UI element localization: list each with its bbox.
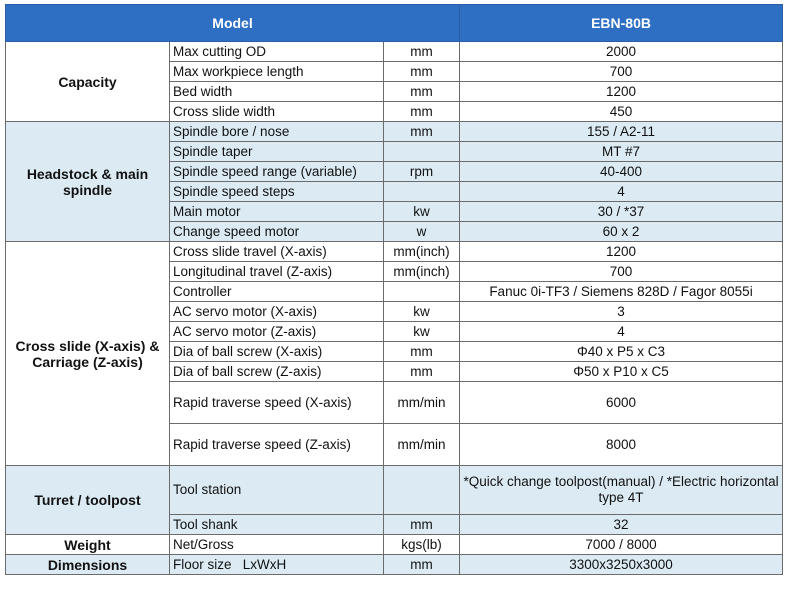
group-label-cross-slide: Cross slide (X-axis) & Carriage (Z-axis) <box>6 242 170 466</box>
spec-value: 4 <box>460 182 783 202</box>
spec-unit <box>384 182 460 202</box>
group-cross-slide <box>6 242 783 466</box>
group-label-turret: Turret / toolpost <box>6 466 170 535</box>
spec-value: Φ50 x P10 x C5 <box>460 362 783 382</box>
spec-item: Net/Gross <box>170 535 384 555</box>
spec-unit: mm <box>384 122 460 142</box>
spec-value: Fanuc 0i-TF3 / Siemens 828D / Fagor 8055i <box>460 282 783 302</box>
spec-item: Spindle bore / nose <box>170 122 384 142</box>
spec-unit <box>384 282 460 302</box>
spec-item: Floor size LxWxH <box>170 555 384 575</box>
spec-unit: mm <box>384 42 460 62</box>
group-headstock <box>6 122 783 242</box>
spec-unit: mm <box>384 362 460 382</box>
group-label-capacity: Capacity <box>6 42 170 122</box>
spec-unit: mm <box>384 102 460 122</box>
spec-value: 30 / *37 <box>460 202 783 222</box>
spec-unit: mm <box>384 62 460 82</box>
spec-unit: mm <box>384 342 460 362</box>
spec-value: *Quick change toolpost(manual) / *Electric horizontal type 4T <box>460 466 783 515</box>
model-header-value: EBN-80B <box>460 5 783 42</box>
spec-value: 1200 <box>460 82 783 102</box>
spec-value: Φ40 x P5 x C3 <box>460 342 783 362</box>
spec-unit: mm/min <box>384 424 460 466</box>
spec-item: Tool station <box>170 466 384 515</box>
spec-unit: w <box>384 222 460 242</box>
spec-value: 700 <box>460 62 783 82</box>
spec-item: Spindle taper <box>170 142 384 162</box>
spec-value: 8000 <box>460 424 783 466</box>
group-dimensions <box>6 555 783 575</box>
spec-item: AC servo motor (X-axis) <box>170 302 384 322</box>
spec-item: Dia of ball screw (Z-axis) <box>170 362 384 382</box>
spec-unit: mm(inch) <box>384 242 460 262</box>
spec-value: 7000 / 8000 <box>460 535 783 555</box>
spec-unit: kw <box>384 302 460 322</box>
spec-value: 2000 <box>460 42 783 62</box>
spec-value: 3 <box>460 302 783 322</box>
spec-item: Longitudinal travel (Z-axis) <box>170 262 384 282</box>
spec-value: 1200 <box>460 242 783 262</box>
spec-value: 450 <box>460 102 783 122</box>
group-capacity <box>6 42 783 122</box>
spec-item: Rapid traverse speed (X-axis) <box>170 382 384 424</box>
spec-item: Spindle speed steps <box>170 182 384 202</box>
spec-value: 60 x 2 <box>460 222 783 242</box>
spec-unit <box>384 142 460 162</box>
spec-unit: mm/min <box>384 382 460 424</box>
spec-item: Spindle speed range (variable) <box>170 162 384 182</box>
model-header-label: Model <box>6 5 460 42</box>
spec-value: 700 <box>460 262 783 282</box>
spec-unit: mm <box>384 515 460 535</box>
spec-item: Controller <box>170 282 384 302</box>
spec-unit: kgs(lb) <box>384 535 460 555</box>
spec-value: 4 <box>460 322 783 342</box>
group-turret <box>6 466 783 535</box>
spec-item: Max workpiece length <box>170 62 384 82</box>
spec-item: Bed width <box>170 82 384 102</box>
spec-value: 32 <box>460 515 783 535</box>
spec-item: Change speed motor <box>170 222 384 242</box>
spec-item: AC servo motor (Z-axis) <box>170 322 384 342</box>
group-label-weight: Weight <box>6 535 170 555</box>
spec-table <box>5 4 783 575</box>
spec-unit: mm <box>384 82 460 102</box>
spec-value: MT #7 <box>460 142 783 162</box>
spec-item: Max cutting OD <box>170 42 384 62</box>
spec-unit <box>384 466 460 515</box>
group-weight <box>6 535 783 555</box>
spec-value: 155 / A2-11 <box>460 122 783 142</box>
spec-value: 6000 <box>460 382 783 424</box>
group-label-dimensions: Dimensions <box>6 555 170 575</box>
spec-item: Cross slide travel (X-axis) <box>170 242 384 262</box>
spec-unit: kw <box>384 322 460 342</box>
spec-item: Tool shank <box>170 515 384 535</box>
spec-value: 3300x3250x3000 <box>460 555 783 575</box>
spec-item: Rapid traverse speed (Z-axis) <box>170 424 384 466</box>
spec-item: Main motor <box>170 202 384 222</box>
spec-unit: kw <box>384 202 460 222</box>
spec-value: 40-400 <box>460 162 783 182</box>
spec-item: Dia of ball screw (X-axis) <box>170 342 384 362</box>
spec-unit: mm <box>384 555 460 575</box>
spec-item: Cross slide width <box>170 102 384 122</box>
spec-unit: rpm <box>384 162 460 182</box>
group-label-headstock: Headstock & main spindle <box>6 122 170 242</box>
spec-unit: mm(inch) <box>384 262 460 282</box>
